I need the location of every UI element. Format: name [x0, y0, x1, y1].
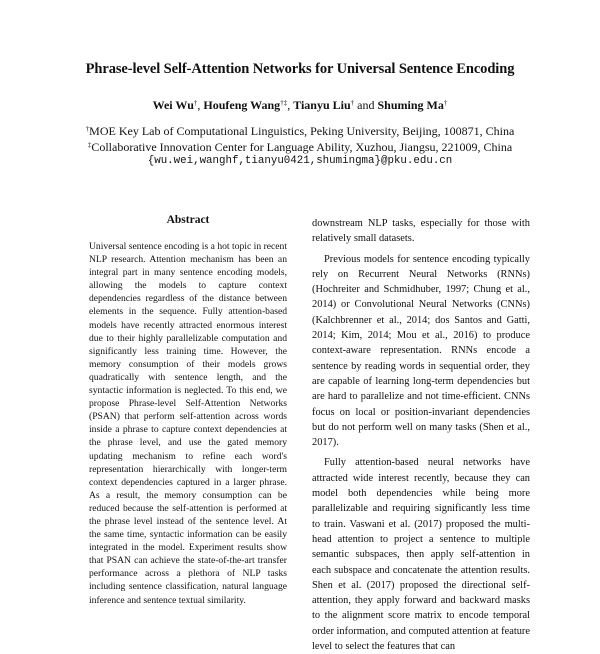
body-paragraph: Fully attention-based neural networks have attracted wide interest recently, because they can model both dependencies while being more parallelizable and requiring significantly less time to train. Vaswani et al. (2017) proposed the multi-head attention to project a sentence to multiple semantic subspaces, then apply self-attention in each subspace and concatenate the attention results. Shen et al. (2017) proposed the directional self-attention, they apply forward and backward masks to the alignment score matrix to encode temporal order information, and computed attention at feature level to select the features that can [312, 457, 530, 653]
author-name: Shuming Ma [377, 98, 444, 112]
affiliation-text: Collaborative Innovation Center for Language Ability, Xuzhou, Jiangsu, 221009, China [91, 140, 513, 154]
author-name: Tianyu Liu [293, 98, 351, 112]
body-paragraph: Previous models for sentence encoding typically rely on Recurrent Neural Networks (RNNs) (Hochreiter and Schmidhuber, 1997; Chung et al., 2014) or Convolutional Neural Networks (CNNs) (Kalchbrenner et al., 2014; dos Santos and Gatti, 2014; Kim, 2014; Mou et al., 2016) to produce context-aware representation. RNNs encode a sentence by reading words in sequential order, they are capable of learning long-term dependencies but are hard to parallelize and not time-efficient. CNNs focus on local or position-invariant dependencies but do not perform well on many tasks (Shen et al., 2017). [312, 253, 530, 449]
affiliation-mark: ‡ [87, 141, 92, 149]
author-email: {wu.wei,wanghf,tianyu0421,shumingma}@pku.edu.cn [147, 155, 453, 167]
author-mark: † [193, 99, 198, 107]
body-paragraph: downstream NLP tasks, especially for those with relatively small datasets. [312, 218, 530, 245]
author-mark: † [443, 99, 448, 107]
abstract-heading: Abstract [166, 214, 210, 226]
author-mark: †‡ [280, 99, 288, 107]
abstract-text: Universal sentence encoding is a hot topic in recent NLP research. Attention mechanism has been an integral part in many sentence encoding models, allowing the models to capture context dependencies regardless of the distance between elements in the sequence. Fully attention-based models have recently attracted enormous interest due to their highly parallelizable computation and significantly less training time. However, the memory consumption of their models grows quadratically with sentence length, and the syntactic information is neglected. To this end, we propose Phrase-level Self-Attention Networks (PSAN) that perform self-attention across words inside a phrase to capture context dependencies at the phrase level, and use the gated memory updating mechanism to refine each word's representation hierarchically with longer-term context dependencies captured in a larger phrase. As a result, the memory consumption can be reduced because the self-attention is performed at the phrase level instead of the sentence level. At the same time, syntactic information can be easily integrated in the model. Experiment results show that PSAN can achieve the state-of-the-art transfer performance across a plethora of NLP tasks including sentence classification, natural language inference and sentence textual similarity. [89, 241, 287, 606]
author-name: Houfeng Wang [203, 98, 281, 112]
author-list [0, 98, 600, 113]
body-column [312, 216, 530, 653]
affiliation-1 [0, 124, 600, 139]
author-separator: , [197, 98, 204, 112]
author-separator: , [287, 98, 294, 112]
author-and: and [354, 98, 378, 112]
author-name: Wei Wu [152, 98, 194, 112]
paper-title: Phrase-level Self-Attention Networks for Universal Sentence Encoding [85, 61, 515, 77]
affiliation-mark: † [85, 125, 90, 133]
affiliation-text: MOE Key Lab of Computational Linguistics, Peking University, Beijing, 100871, China [89, 124, 515, 138]
author-mark: † [350, 99, 355, 107]
affiliation-2 [0, 140, 600, 155]
